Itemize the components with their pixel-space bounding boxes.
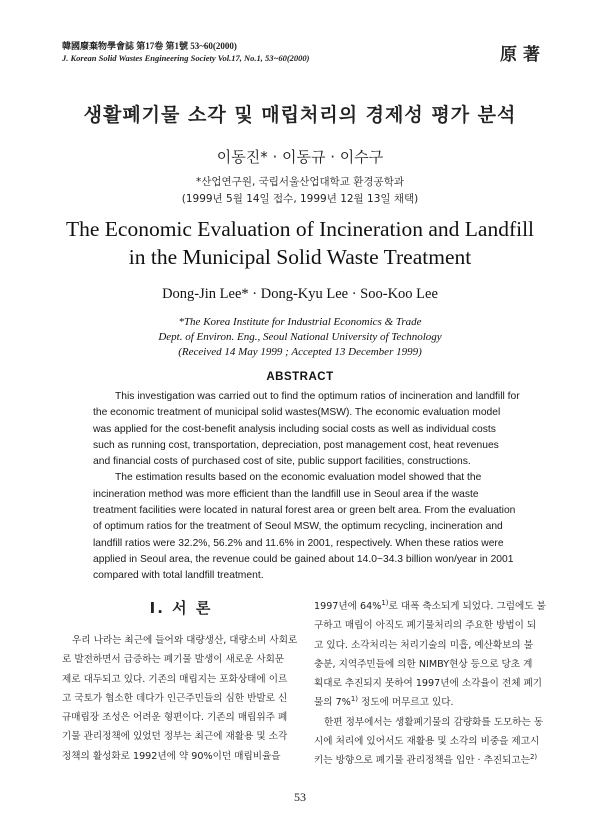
body-line: 충분, 지역주민들에 의한 NIMBY현상 등으로 당초 계	[314, 658, 533, 670]
body-text: 물의 7%	[314, 697, 351, 709]
body-line: 정책의 활성화로 1992년에 약 90%이던 매립비율을	[62, 750, 281, 762]
abstract-line: of optimum ratios for the treatment of Seoul MSW, the optimum recycling, incineration and	[93, 521, 503, 533]
abstract-line: was applied for the cost-benefit analysis including social costs as well as individual costs	[93, 423, 496, 435]
korean-authors: 이동진* · 이동규 · 이수구	[216, 148, 384, 166]
body-line	[314, 693, 546, 712]
abstract-body	[93, 389, 520, 585]
body-text: 로 대폭 축소되게 되었다. 그럼에도 불	[388, 601, 546, 612]
journal-header	[62, 40, 310, 64]
abstract-line: applied in Seoul area, the revenue could be gained about 14.0~34.3 billion won/year in 2001	[93, 553, 514, 565]
korean-affiliation	[0, 174, 600, 208]
abstract-line: compared with total landfill treatment.	[93, 570, 264, 582]
abstract-line: and financial costs of purchased cost of site, public support facilities, constructions.	[93, 456, 471, 468]
body-text: 키는 방향으로 폐기물 관리정책을 입안 · 추진되고는	[314, 755, 530, 767]
korean-title: 생활폐기물 소각 및 매립처리의 경제성 평가 분석	[83, 104, 517, 126]
english-authors: Dong-Jin Lee* · Dong-Kyu Lee · Soo-Koo Lee	[162, 286, 438, 302]
korean-affiliation-line: *산업연구원, 국립서울산업대학교 환경공학과	[196, 176, 404, 188]
abstract-line: The estimation results based on the economic evaluation model showed that the	[115, 472, 482, 484]
body-line: 고 국토가 협소한 데다가 인근주민들의 심한 반발로 신	[62, 692, 288, 704]
english-affiliation-line: Dept. of Environ. Eng., Seoul National University of Technology	[158, 331, 442, 343]
english-title	[0, 215, 600, 271]
body-text: 1997년에 64%	[314, 601, 382, 612]
body-line: 고 있다. 소각처리는 처리기술의 미흡, 예산확보의 불	[314, 639, 534, 651]
abstract-line: This investigation was carried out to find the optimum ratios of incineration and landfill for	[115, 391, 520, 402]
journal-name-korean: 韓國廢棄物學會誌 第17卷 第1號 53~60(2000)	[62, 41, 237, 51]
body-line: 구하고 매립이 아직도 폐기물처리의 주요한 방법이 되	[314, 620, 537, 632]
abstract-line: such as running cost, transportation, depreciation, post management cost, heat revenues	[93, 439, 499, 451]
abstract-heading: ABSTRACT	[266, 371, 334, 383]
body-line: 우리 나라는 최근에 들어와 대량생산, 대량소비 사회로	[72, 635, 298, 646]
body-line	[314, 597, 546, 616]
journal-name-english: J. Korean Solid Wastes Engineering Society Vol.17, No.1, 53~60(2000)	[62, 53, 310, 63]
english-received-dates: (Received 14 May 1999 ; Accepted 13 December 1999)	[178, 346, 422, 358]
korean-received-dates: (1999년 5월 14일 접수, 1999년 12월 13일 채택)	[181, 193, 419, 205]
citation-superscript: 2)	[529, 753, 538, 762]
page-number: 53	[294, 790, 306, 804]
body-line: 제로 대두되고 있다. 기존의 매립지는 포화상태에 이르	[62, 673, 288, 685]
body-column-right	[314, 597, 546, 771]
article-type-badge: 原著	[500, 45, 546, 65]
body-line: 획대로 추진되지 못하여 1997년에 소각율이 전체 폐기	[314, 678, 543, 690]
body-line	[314, 751, 546, 770]
body-line: 로 발전하면서 급증하는 폐기물 발생이 새로운 사회문	[62, 654, 285, 666]
abstract-line: the economic treatment of municipal solid wastes(MSW). The economic evaluation model	[93, 407, 501, 419]
english-affiliation	[0, 315, 600, 360]
body-line: 규매립장 조성은 어려운 형편이다. 기존의 매립위주 폐	[62, 712, 288, 724]
citation-superscript: 1)	[381, 598, 389, 607]
body-line: 시에 처리에 있어서도 재활용 및 소각의 비중을 제고시	[314, 736, 540, 748]
abstract-line: incineration method was more efficient than the landfill use in Seoul area if the waste	[93, 488, 479, 500]
body-text: 정도에 머무르고 있다.	[358, 697, 454, 709]
section-heading-introduction: Ⅰ. 서 론	[149, 599, 213, 617]
body-column-left	[62, 597, 300, 766]
citation-superscript: 1)	[350, 695, 358, 704]
abstract-line: landfill ratios were 32.2%, 56.2% and 11.6% in 2001, respectively. When these ratios were	[93, 537, 504, 549]
abstract-line: treatment facilities were located in natural forest area or green belt area. From the evaluation	[93, 505, 516, 517]
body-line: 기물 관리정책에 있었던 정부는 최근에 재활용 및 소각	[62, 731, 288, 743]
body-line: 한편 정부에서는 생활폐기물의 감량화를 도모하는 동	[324, 716, 544, 728]
english-title-line: The Economic Evaluation of Incineration and Landfill	[65, 217, 535, 241]
english-title-line: in the Municipal Solid Waste Treatment	[128, 245, 472, 269]
english-affiliation-line: *The Korea Institute for Industrial Economics & Trade	[178, 316, 422, 328]
